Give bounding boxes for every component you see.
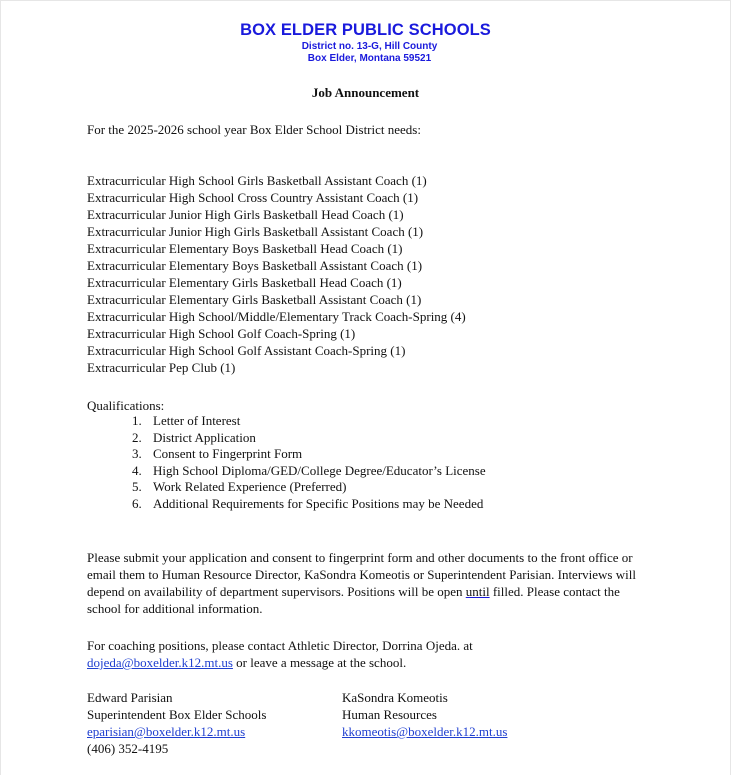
athletic-director-email-link[interactable]: dojeda@boxelder.k12.mt.us: [87, 655, 233, 670]
qualification-number: 5.: [132, 479, 142, 494]
qualification-item: [132, 446, 486, 463]
qualification-item: [132, 413, 486, 430]
position-item: Extracurricular Elementary Boys Basketball Head Coach (1): [87, 241, 403, 256]
hr-title: Human Resources: [342, 707, 437, 722]
qualification-item: [132, 479, 486, 496]
qualification-item: [132, 496, 486, 513]
until-word: until: [465, 584, 490, 599]
qualification-number: 2.: [132, 429, 142, 445]
qualification-item: [132, 463, 486, 480]
submit-text-end: filled. Please contact the school for additional information.: [87, 584, 620, 616]
announcement-title: Job Announcement: [311, 85, 420, 100]
position-item: Extracurricular High School Cross Country Assistant Coach (1): [87, 190, 419, 205]
position-item: Extracurricular High School Golf Assistant Coach-Spring (1): [87, 343, 406, 358]
position-item: Extracurricular High School Girls Basketball Assistant Coach (1): [87, 173, 427, 188]
qualification-text: High School Diploma/GED/College Degree/Educator’s License: [153, 462, 486, 478]
position-item: Extracurricular High School/Middle/Elementary Track Coach-Spring (4): [87, 309, 466, 324]
position-item: Extracurricular High School Golf Coach-Spring (1): [87, 326, 356, 341]
school-name-heading: BOX ELDER PUBLIC SCHOOLS: [240, 21, 491, 39]
superintendent-title: Superintendent Box Elder Schools: [87, 707, 267, 722]
qualification-text: Consent to Fingerprint Form: [153, 446, 303, 461]
position-item: Extracurricular Elementary Boys Basketball Assistant Coach (1): [87, 258, 423, 273]
hr-name: KaSondra Komeotis: [342, 690, 448, 705]
qualification-number: 1.: [132, 413, 142, 428]
positions-list: [87, 172, 466, 376]
qualification-number: 4.: [132, 462, 142, 478]
district-line: District no. 13-G, Hill County: [301, 41, 438, 52]
qualifications-list: [132, 413, 486, 512]
coaching-text: For coaching positions, please contact Athletic Director, Dorrina Ojeda. at: [87, 638, 473, 653]
submit-text: Please submit your application and consent to fingerprint form and other documents to the front office or email them to Human Resource Director, KaSondra Komeotis or Superintendent Parisian. Interviews will depend on availability of department supervisors. Positions will be open: [87, 550, 636, 599]
intro-text: For the 2025-2026 school year Box Elder School District needs:: [87, 122, 421, 137]
superintendent-signature: [87, 689, 266, 757]
qualification-text: Work Related Experience (Preferred): [153, 479, 347, 494]
qualifications-label: Qualifications:: [87, 398, 165, 413]
superintendent-name: Edward Parisian: [87, 690, 173, 705]
position-item: Extracurricular Elementary Girls Basketball Assistant Coach (1): [87, 292, 422, 307]
address-line: Box Elder, Montana 59521: [307, 53, 432, 64]
hr-email-link[interactable]: kkomeotis@boxelder.k12.mt.us: [342, 724, 508, 739]
qualification-text: Additional Requirements for Specific Positions may be Needed: [153, 495, 484, 511]
position-item: Extracurricular Junior High Girls Basketball Assistant Coach (1): [87, 224, 424, 239]
hr-signature: [342, 689, 507, 740]
coaching-text-end: or leave a message at the school.: [232, 655, 407, 670]
submit-paragraph: [87, 549, 647, 617]
position-item: Extracurricular Elementary Girls Basketball Head Coach (1): [87, 275, 402, 290]
qualification-number: 6.: [132, 495, 142, 511]
position-item: Extracurricular Junior High Girls Basketball Head Coach (1): [87, 207, 404, 222]
superintendent-phone: (406) 352-4195: [87, 741, 169, 756]
coaching-paragraph: [87, 637, 597, 671]
qualification-text: Letter of Interest: [153, 413, 241, 428]
superintendent-email-link[interactable]: eparisian@boxelder.k12.mt.us: [87, 724, 246, 739]
position-item: Extracurricular Pep Club (1): [87, 360, 236, 375]
qualification-text: District Application: [153, 429, 256, 445]
qualification-item: [132, 430, 486, 447]
qualification-number: 3.: [132, 446, 142, 461]
